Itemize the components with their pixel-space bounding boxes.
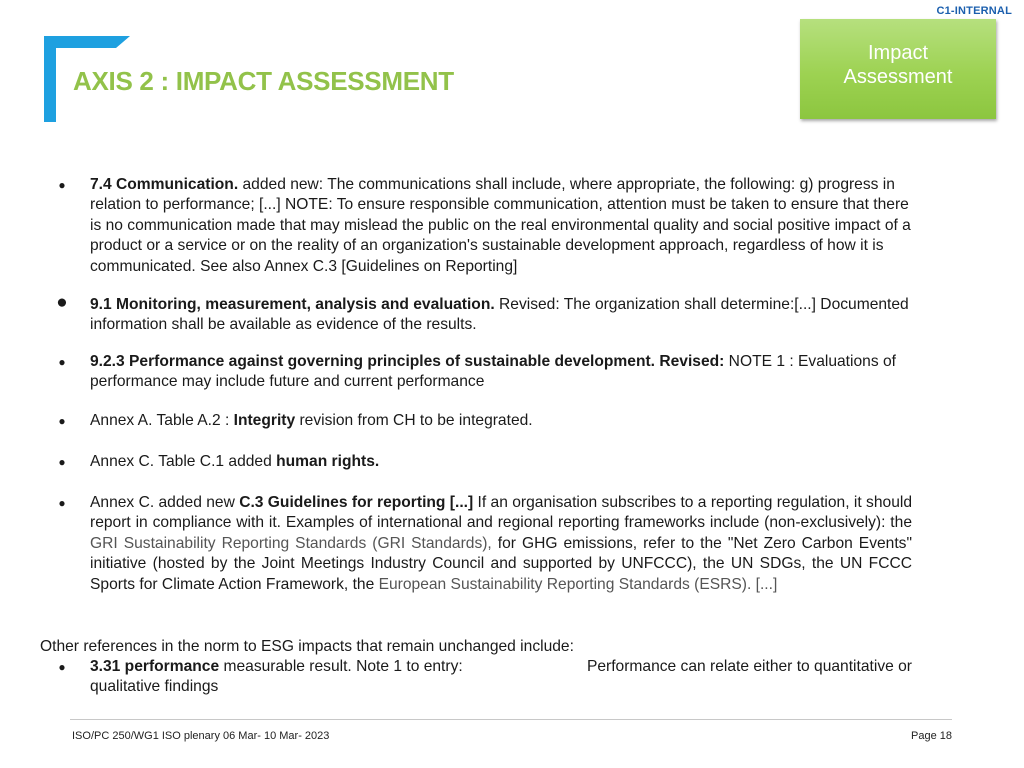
bullet-text: If an organisation subscribes to a reporting regulation, it should report in compliance with it. Examples of international and regional reporting frameworks include (non-exclusively): the bbox=[90, 494, 912, 532]
bullet-communication bbox=[58, 175, 912, 277]
bullet-dot-icon: ● bbox=[58, 178, 66, 192]
bullet-heading: 7.4 Communication. bbox=[90, 176, 239, 193]
bullet-heading: human rights. bbox=[276, 453, 380, 470]
bullet-annex-a bbox=[58, 411, 912, 431]
bullet-text: added new: The communications shall include, where appropriate, the following: g) progress in relation to performance; [...] NOTE: To ensure responsible communication, attention must be taken to ensure that there is no communication made that may mislead the public on the real environmental quality and social positive impact of a product or a service or on the reality of an organization's sustainable development approach, regardless of how it is communicated. See also Annex C.3 [Guidelines on Reporting] bbox=[90, 176, 911, 275]
bullet-text-continued: for GHG emissions, refer to the "Net Zero Carbon Events" initiative (hosted by the Joint Meetings Industry Council and supported by UNFCCC), the UN SDGs, the UN FCCC Sports for Climate Action Framework, the bbox=[90, 534, 912, 593]
bullet-dot-icon: ● bbox=[58, 355, 66, 369]
bullet-performance bbox=[58, 352, 912, 393]
other-references-intro: Other references in the norm to ESG impacts that remain unchanged include: bbox=[40, 638, 574, 655]
bullet-text: revision from CH to be integrated. bbox=[295, 412, 533, 429]
footer-event-info: ISO/PC 250/WG1 ISO plenary 06 Mar- 10 Mar- 2023 bbox=[72, 730, 330, 742]
bullet-text: Revised: The organization shall determine:[...] Documented information shall be available as evidence of the results. bbox=[90, 296, 909, 334]
footer-divider bbox=[70, 719, 952, 720]
bullet-text-right: Performance can relate either to quantitative or bbox=[586, 658, 912, 675]
impact-assessment-tag bbox=[800, 19, 996, 119]
bullet-text: NOTE 1 : Evaluations of performance may include future and current performance bbox=[90, 353, 896, 391]
bullet-text: measurable result. Note 1 to entry: bbox=[219, 658, 463, 675]
bullet-monitoring bbox=[56, 292, 912, 336]
esrs-link: European Sustainability Reporting Standards (ESRS). [...] bbox=[378, 575, 778, 593]
bullet-3-31-performance bbox=[58, 657, 912, 698]
bullet-heading: Integrity bbox=[233, 412, 296, 429]
bullet-dot-icon: ● bbox=[58, 496, 66, 510]
bullet-heading: 3.31 performance bbox=[90, 658, 220, 675]
tag-label: Impact Assessment bbox=[843, 42, 953, 88]
bullet-dot-icon: ● bbox=[56, 292, 68, 313]
bullet-dot-icon: ● bbox=[58, 455, 66, 469]
slide-title: AXIS 2 : IMPACT ASSESSMENT bbox=[73, 66, 454, 96]
bullet-heading: 9.1 Monitoring, measurement, analysis and evaluation. bbox=[90, 296, 495, 313]
bullet-annex-c-table bbox=[58, 452, 912, 472]
bullet-heading: C.3 Guidelines for reporting [...] bbox=[239, 494, 474, 511]
bullet-dot-icon: ● bbox=[58, 660, 66, 674]
bullet-heading: 9.2.3 Performance against governing principles of sustainable development. Revised: bbox=[90, 353, 725, 370]
gri-standards-link: GRI Sustainability Reporting Standards (GRI Standards), bbox=[90, 534, 492, 552]
bullet-prefix: Annex C. Table C.1 added bbox=[90, 453, 277, 470]
bullet-dot-icon: ● bbox=[58, 414, 66, 428]
bullet-prefix: Annex C. added new bbox=[90, 494, 240, 511]
bullet-text-second-line: qualitative findings bbox=[90, 678, 219, 696]
page-number: Page 18 bbox=[911, 730, 952, 742]
classification-label: C1-INTERNAL bbox=[936, 5, 1012, 17]
bullet-prefix: Annex A. Table A.2 : bbox=[90, 412, 234, 429]
bullet-annex-c-reporting bbox=[58, 493, 912, 595]
